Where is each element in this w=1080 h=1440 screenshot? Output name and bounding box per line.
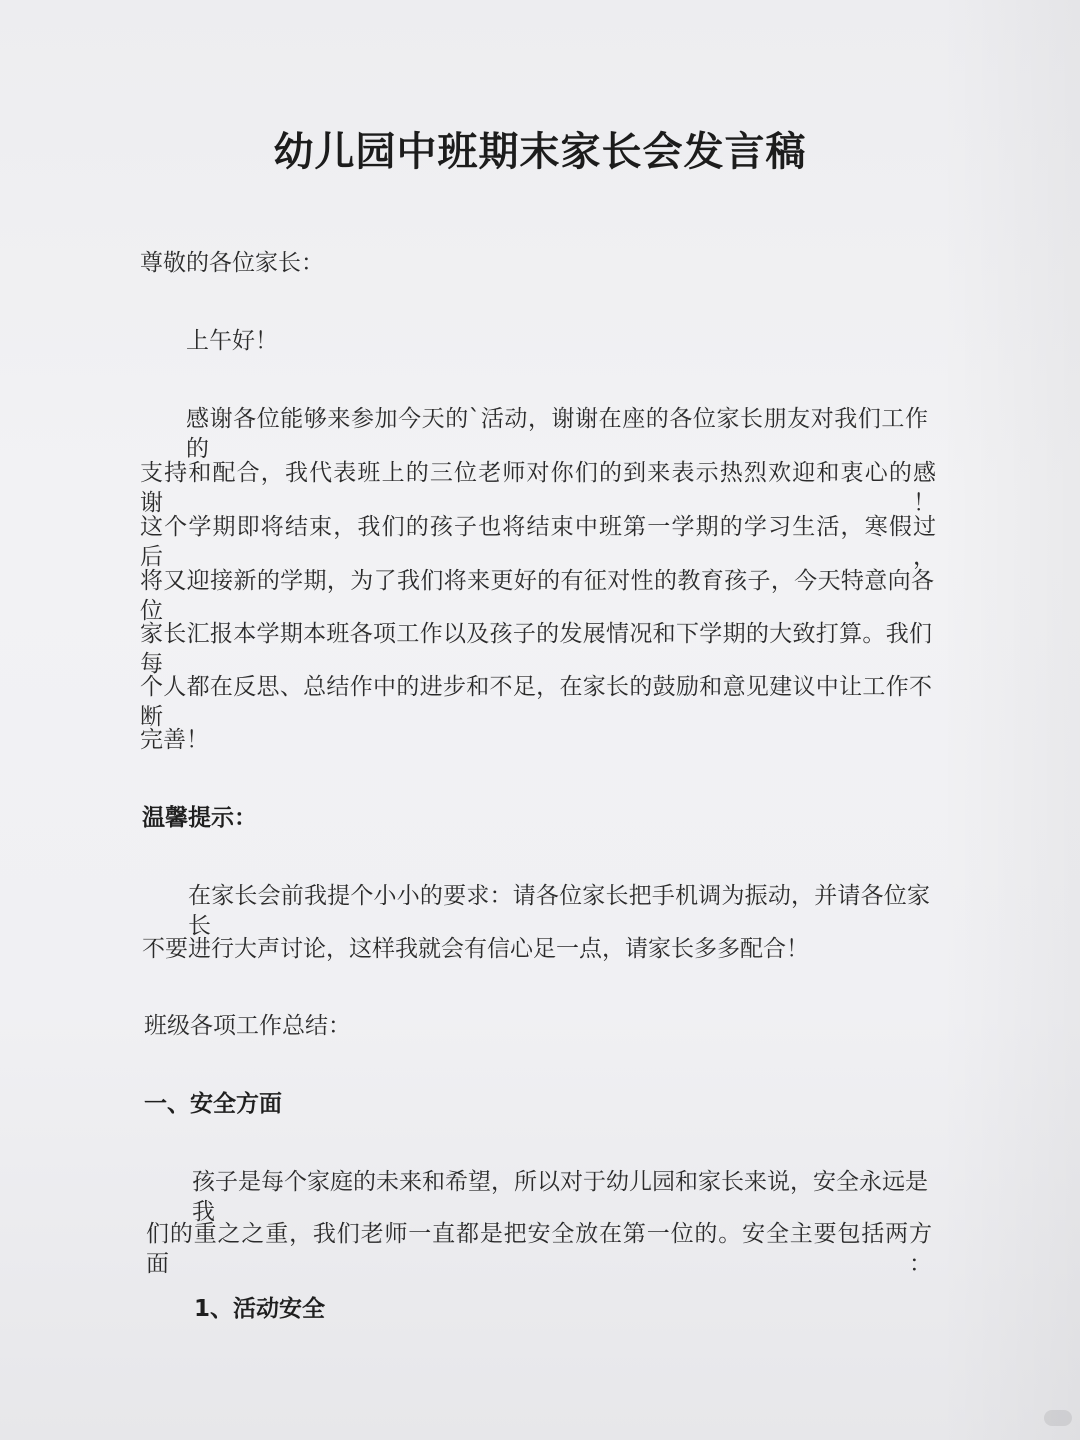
watermark-badge <box>1044 1410 1072 1426</box>
intro-line: 个人都在反思、总结作中的进步和不足，在家长的鼓励和意见建议中让工作不断 <box>140 674 932 730</box>
salutation: 上午好！ <box>186 328 278 354</box>
section-heading: 一、安全方面 <box>144 1091 282 1117</box>
tip-line: 不要进行大声讨论，这样我就会有信心足一点，请家长多多配合！ <box>142 936 809 962</box>
subsection-heading: 1、活动安全 <box>194 1296 326 1322</box>
tip-line: 在家长会前我提个小小的要求：请各位家长把手机调为振动，并请各位家长 <box>188 883 930 939</box>
intro-line: 支持和配合，我代表班上的三位老师对你们的到来表示热烈欢迎和衷心的感谢！ <box>140 460 936 516</box>
page-shadow <box>940 0 1080 1440</box>
intro-line: 将又迎接新的学期，为了我们将来更好的有征对性的教育孩子，今天特意向各位 <box>140 568 934 624</box>
section-line: 孩子是每个家庭的未来和希望，所以对于幼儿园和家长来说，安全永远是我 <box>192 1169 928 1225</box>
intro-line: 完善！ <box>140 727 209 753</box>
intro-line: 感谢各位能够来参加今天的`活动，谢谢在座的各位家长朋友对我们工作的 <box>186 406 928 462</box>
intro-line: 家长汇报本学期本班各项工作以及孩子的发展情况和下学期的大致打算。我们每 <box>140 621 932 677</box>
tip-heading: 温馨提示： <box>142 805 257 831</box>
summary-heading: 班级各项工作总结： <box>144 1013 351 1039</box>
section-line: 们的重之之重，我们老师一直都是把安全放在第一位的。安全主要包括两方面： <box>146 1221 932 1277</box>
intro-line: 这个学期即将结束，我们的孩子也将结束中班第一学期的学习生活，寒假过后， <box>140 514 936 570</box>
greeting: 尊敬的各位家长： <box>140 250 324 276</box>
document-title: 幼儿园中班期末家长会发言稿 <box>273 129 807 175</box>
